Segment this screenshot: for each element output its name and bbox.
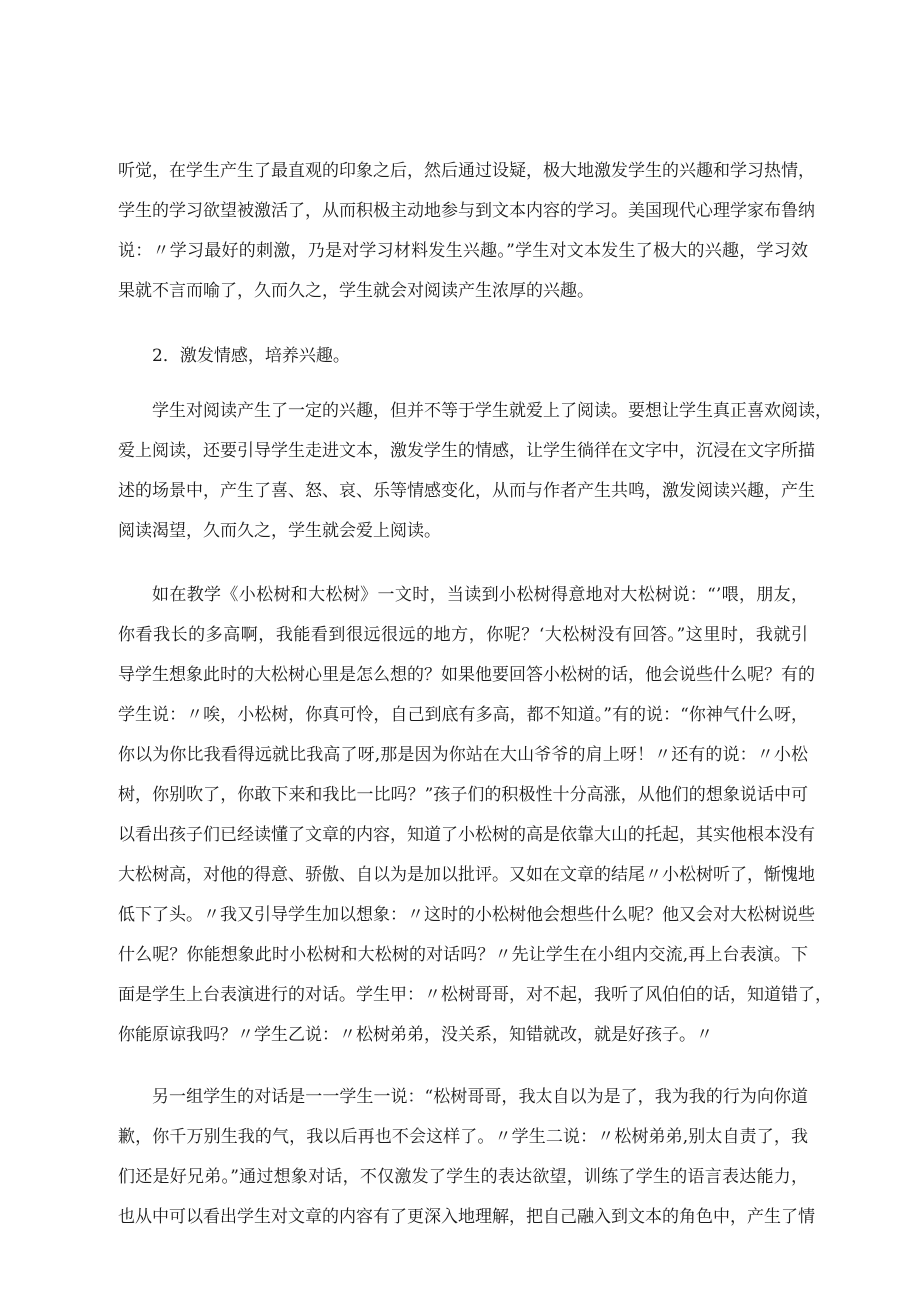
text-line: 们还是好兄弟。”通过想象对话，不仅激发了学生的表达欲望，训练了学生的语言表达能力， [118,1167,808,1187]
text-line: 如在教学《小松树和大松树》一文时，当读到小松树得意地对大松树说：“’喂，朋友， [152,585,808,605]
text-line: 学生说：〃唉，小松树，你真可怜，自己到底有多高，都不知道。”有的说：“你神气什么呀， [118,705,808,725]
text-line: 树，你别吹了，你敢下来和我比一比吗？”孩子们的积极性十分高涨，从他们的想象说话中可 [118,785,808,805]
text-line: 以看出孩子们已经读懂了文章的内容，知道了小松树的高是依靠大山的托起，其实他根本没有 [118,825,815,845]
text-line: 阅读渴望，久而久之，学生就会爱上阅读。 [118,521,441,541]
text-line: 述的场景中，产生了喜、怒、哀、乐等情感变化，从而与作者产生共鸣，激发阅读兴趣，产生 [118,481,815,501]
text-line: 面是学生上台表演进行的对话。学生甲：〃松树哥哥，对不起，我听了风伯伯的话，知道错了， [118,985,832,1005]
text-line: 说：〃学习最好的刺激，乃是对学习材料发生兴趣。”学生对文本发生了极大的兴趣，学习效 [118,241,808,261]
text-line: 学生的学习欲望被激活了，从而积极主动地参与到文本内容的学习。美国现代心理学家布鲁纳 [118,201,815,221]
text-line: 另一组学生的对话是一一学生一说：“松树哥哥，我太自以为是了，我为我的行为向你道 [152,1087,808,1107]
text-line: 也从中可以看出学生对文章的内容有了更深入地理解，把自己融入到文本的角色中，产生了情 [118,1207,815,1227]
text-line: 什么呢？你能想象此时小松树和大松树的对话吗？〃先让学生在小组内交流,再上台表演。下 [118,945,808,965]
text-line: 学生对阅读产生了一定的兴趣，但并不等于学生就爱上了阅读。要想让学生真正喜欢阅读， [152,401,832,421]
text-line: 听觉，在学生产生了最直观的印象之后，然后通过设疑，极大地激发学生的兴趣和学习热情， [118,161,815,181]
text-line: 你看我长的多高啊，我能看到很远很远的地方，你呢？‘大松树没有回答。”这里时，我就引 [118,625,808,645]
text-line: 爱上阅读，还要引导学生走进文本，激发学生的情感，让学生徜徉在文字中，沉浸在文字所描 [118,441,815,461]
text-line: 低下了头。〃我又引导学生加以想象：〃这时的小松树他会想些什么呢？他又会对大松树说些 [118,905,815,925]
text-line: 果就不言而喻了，久而久之，学生就会对阅读产生浓厚的兴趣。 [118,281,594,301]
text-line: 导学生想象此时的大松树心里是怎么想的？如果他要回答小松树的话，他会说些什么呢？有的 [118,665,815,685]
text-line: 你以为你比我看得远就比我高了呀,那是因为你站在大山爷爷的肩上呀！〃还有的说：〃小松 [118,745,808,765]
text-line: 歉，你千万别生我的气，我以后再也不会这样了。〃学生二说：〃松树弟弟,别太自责了，我 [118,1127,808,1147]
text-line: 你能原谅我吗？〃学生乙说：〃松树弟弟，没关系，知错就改，就是好孩子。〃 [118,1025,713,1045]
heading-text: 2．激发情感，培养兴趣。 [152,346,350,366]
text-line: 大松树高，对他的得意、骄傲、自以为是加以批评。又如在文章的结尾〃小松树听了，惭愧地 [118,865,815,885]
